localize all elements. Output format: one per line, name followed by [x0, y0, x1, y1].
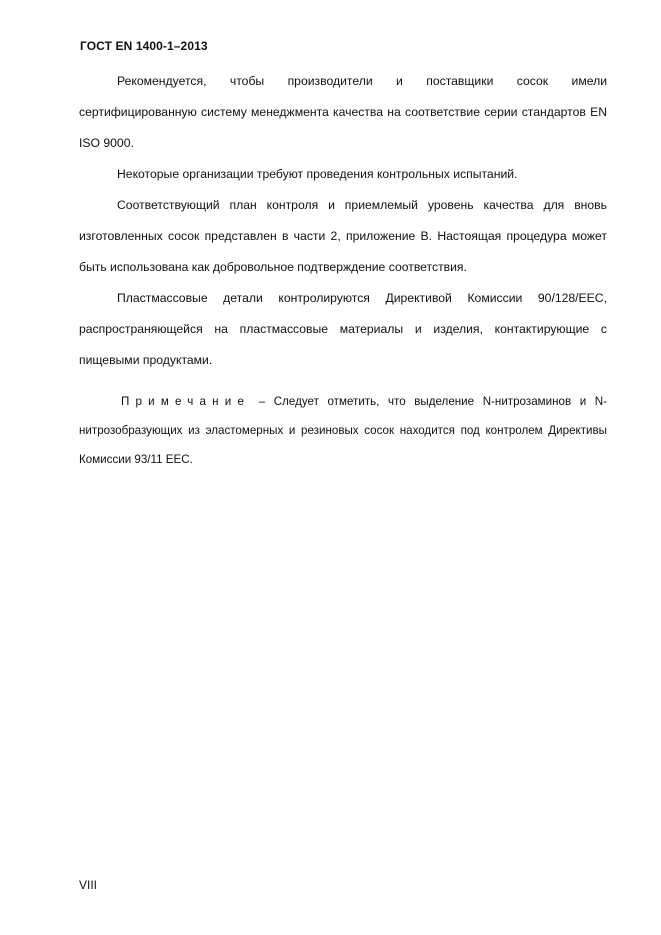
note: [79, 387, 607, 474]
document-header: ГОСТ EN 1400-1–2013: [80, 39, 208, 53]
document-body: [79, 66, 607, 474]
note-label: Примечание: [121, 395, 251, 408]
paragraph: Соответствующий план контроля и приемлемый уровень качества для вновь изготовленных сосок представлен в части 2, приложение В. Настоящая процедура может быть использована как добровольное подтверждение соответствия.: [79, 198, 607, 274]
paragraph: Пластмассовые детали контролируются Директивой Комиссии 90/128/ЕЕС, распространяющейся на пластмассовые материалы и изделия, контактирующие с пищевыми продуктами.: [79, 291, 607, 367]
note-text: – Следует отметить, что выделение N-нитрозаминов и N-нитрозобразующих из эластомерных и резиновых сосок находится под контролем Директивы Комиссии 93/11 ЕЕС.: [79, 395, 607, 466]
paragraph: Рекомендуется, чтобы производители и поставщики сосок имели сертифицированную систему менеджмента качества на соответствие серии стандартов EN ISO 9000.: [79, 74, 607, 150]
paragraph: Некоторые организации требуют проведения контрольных испытаний.: [117, 167, 518, 181]
page-number: VIII: [79, 878, 98, 892]
